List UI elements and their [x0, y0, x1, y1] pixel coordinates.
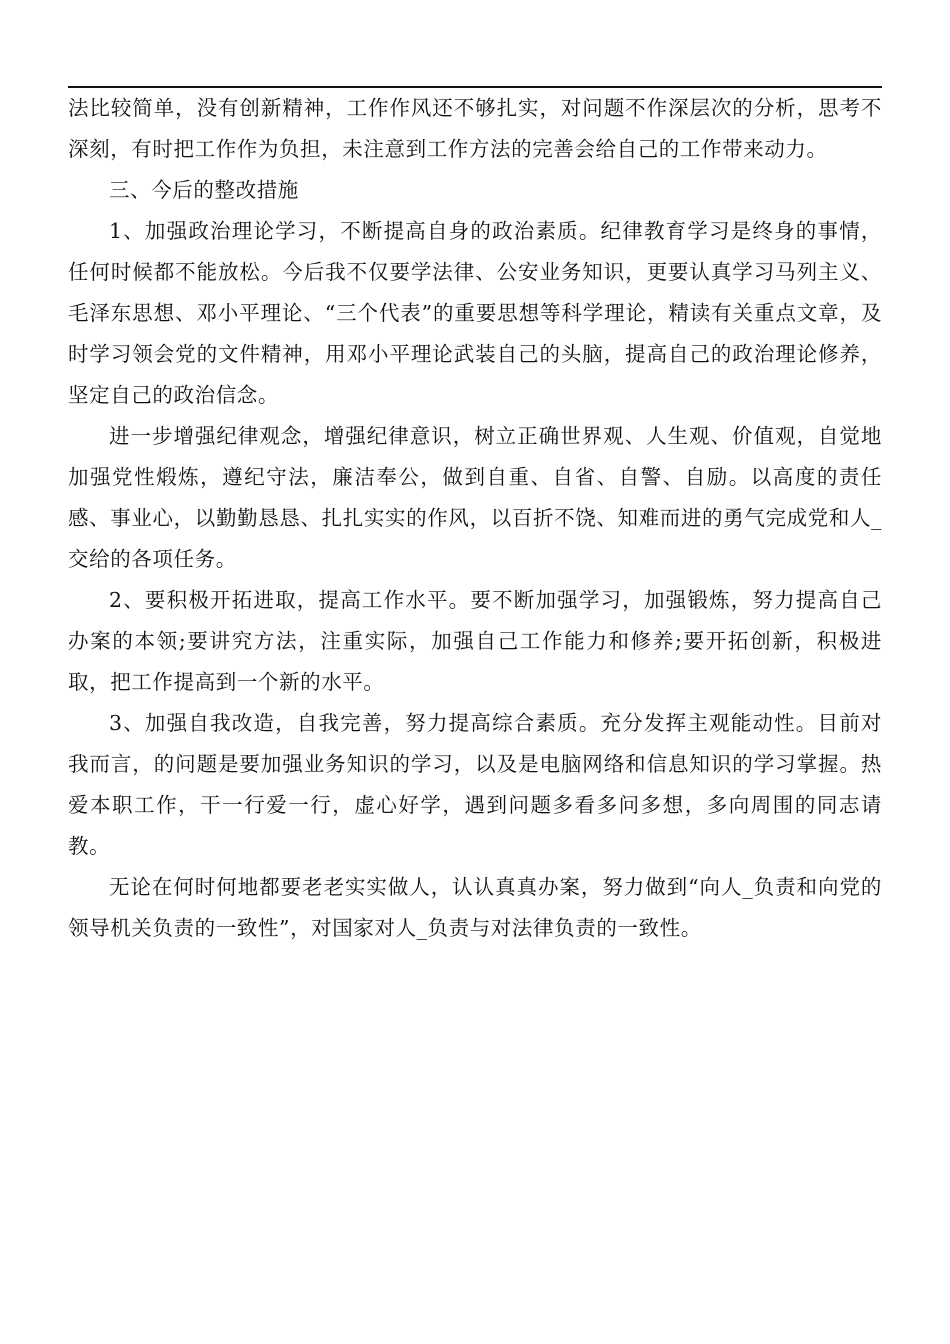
paragraph-discipline: 进一步增强纪律观念，增强纪律意识，树立正确世界观、人生观、价值观，自觉地加强党性煅炼，遵纪守法，廉洁奉公，做到自重、自省、自警、自励。以高度的责任感、事业心，以勤勤恳恳、扎扎实实的作风，以百折不饶、知难而进的勇气完成党和人_交给的各项任务。 [68, 424, 882, 571]
paragraph-measure-2: 2、要积极开拓进取，提高工作水平。要不断加强学习，加强锻炼，努力提高自己办案的本领;要讲究方法，注重实际，加强自己工作能力和修养;要开拓创新，积极进取，把工作提高到一个新的水平。 [68, 588, 882, 694]
paragraph-conclusion: 无论在何时何地都要老老实实做人，认认真真办案，努力做到“向人_负责和向党的领导机关负责的一致性”，对国家对人_负责与对法律负责的一致性。 [68, 875, 882, 940]
section-heading-rectification: 三、今后的整改措施 [109, 178, 299, 202]
paragraph-measure-1: 1、加强政治理论学习，不断提高自身的政治素质。纪律教育学习是终身的事情，任何时候都不能放松。今后我不仅要学法律、公安业务知识，更要认真学习马列主义、毛泽东思想、邓小平理论、“三个代表”的重要思想等科学理论，精读有关重点文章，及时学习领会党的文件精神，用邓小平理论武装自己的头脑，提高自己的政治理论修养，坚定自己的政治信念。 [68, 219, 882, 407]
document-body [68, 88, 882, 949]
paragraph-continuation: 法比较简单，没有创新精神，工作作风还不够扎实，对问题不作深层次的分析，思考不深刻，有时把工作作为负担，未注意到工作方法的完善会给自己的工作带来动力。 [68, 96, 882, 161]
paragraph-measure-3: 3、加强自我改造，自我完善，努力提高综合素质。充分发挥主观能动性。目前对我而言，的问题是要加强业务知识的学习，以及是电脑网络和信息知识的学习掌握。热爱本职工作，干一行爱一行，虚心好学，遇到问题多看多问多想，多向周围的同志请教。 [68, 711, 882, 858]
